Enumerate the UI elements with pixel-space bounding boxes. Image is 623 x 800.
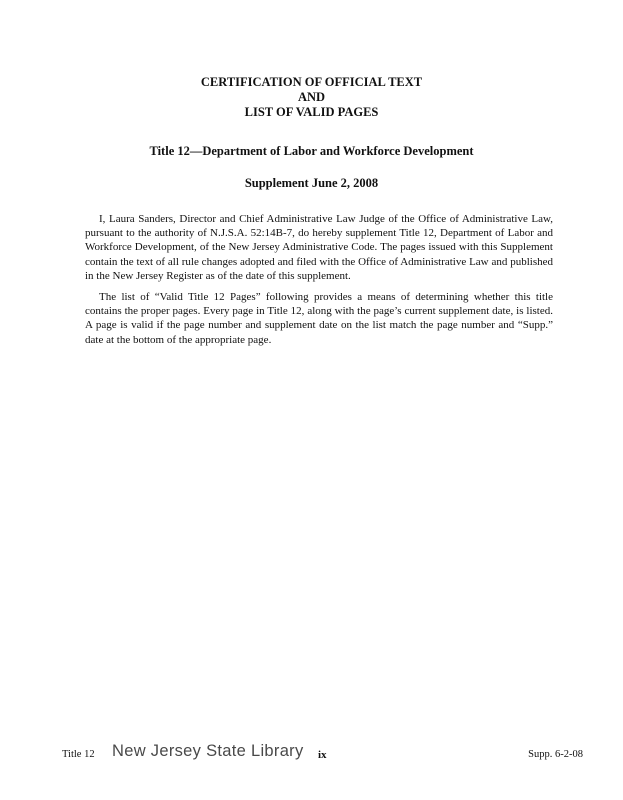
paragraph-certification: I, Laura Sanders, Director and Chief Administrative Law Judge of the Office of Administrative Law, pursuant to the authority of N.J.S.A. 52:14B-7, do hereby supplement Title 12, Department of Labor and Workforce Development, of the New Jersey Administrative Code. The pages issued with this Supplement contain the text of all rule changes adopted and filed with the Office of Administrative Law and published in the New Jersey Register as of the date of this supplement. — [85, 213, 553, 282]
library-stamp: New Jersey State Library — [112, 742, 304, 760]
footer-title-label: Title 12 — [62, 749, 95, 760]
heading-line-3: LIST OF VALID PAGES — [244, 105, 379, 119]
footer-supplement-date: Supp. 6-2-08 — [528, 749, 583, 760]
heading-line-1: CERTIFICATION OF OFFICIAL TEXT — [200, 75, 423, 89]
certification-heading — [0, 75, 623, 120]
body-text — [85, 212, 553, 354]
title-heading: Title 12—Department of Labor and Workforce Development — [149, 144, 474, 158]
heading-line-2: AND — [297, 90, 326, 104]
supplement-date-heading: Supplement June 2, 2008 — [244, 176, 379, 190]
paragraph-valid-pages: The list of “Valid Title 12 Pages” following provides a means of determining whether this title contains the proper pages. Every page in Title 12, along with the page’s current supplement date, is listed. A page is valid if the page number and supplement date on the list match the page number and “Supp.” date at the bottom of the appropriate page. — [85, 291, 553, 346]
page-footer — [0, 742, 623, 766]
page-number: ix — [318, 749, 327, 761]
